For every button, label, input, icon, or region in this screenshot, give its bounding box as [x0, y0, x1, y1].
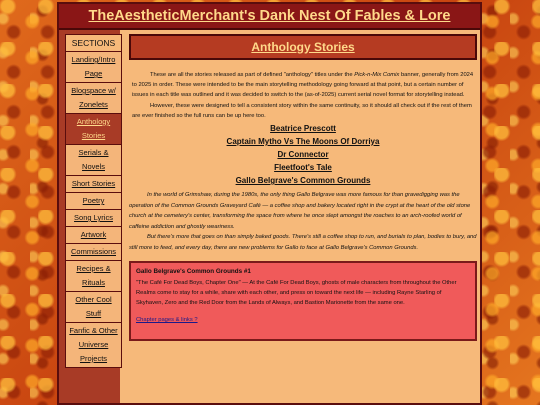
page-title[interactable]: Anthology Stories [251, 40, 355, 54]
sidebar-item-artwork[interactable]: Artwork [66, 227, 121, 244]
sidebar-item-recipes-rituals[interactable]: Recipes & Rituals [66, 261, 121, 292]
sidebar-item-fanfic-other-universe-projects[interactable]: Fanfic & Other Universe Projects [66, 323, 121, 367]
story-description-2: But there's more that goes on than simply baked goods. There's still a coffee shop to run, and burials to plan, bodies to bury, and still more to feed, and every day, there are new problems for Gallo to face at Gallo Belgrave's Common Grounds. [129, 234, 477, 251]
story-link-dr-connector[interactable]: Dr Connector [277, 150, 329, 159]
intro-italic: Pick-n-Mix Comix [354, 72, 400, 78]
story-link-fleetfoot[interactable]: Fleetfoot's Tale [274, 163, 332, 172]
intro-paragraph-2: However, these were designed to tell a consistent story within the same continuity, so it should all check out if the rest of them are ever finished so the full runs can be up here too. [132, 103, 472, 119]
sidebar-item-other-cool-stuff[interactable]: Other Cool Stuff [66, 292, 121, 323]
sections-heading: SECTIONS [66, 35, 121, 52]
story-list [129, 124, 477, 186]
chapter-box [129, 261, 477, 341]
chapter-summary: "The Café For Dead Boys, Chapter One" — At the Café For Dead Boys, ghosts of male characters from throughout the Other Realms come to stay for a while, share with each other, and press on toward the next life — including Rayne Starling of Skyhaven, Zero and the Red Door from the Lands of Always, and Bastion Marionette from the same one. [136, 280, 457, 306]
sidebar-item-poetry[interactable]: Poetry [66, 193, 121, 210]
story-description: In the world of Grimshaw, during the 1980s, the only thing Gallo Belgrave was more famous for than gravedigging was the operation of the Common Grounds Graveyard Café — a coffee shop and bakery located right in the crypt at the heart of the old stone church at the cemetery's center, transforming the space from where he once slept amongst the roaches to an arch-roofed world of caffeine addiction and ghostly weariness. [129, 192, 471, 230]
story-link-beatrice[interactable]: Beatrice Prescott [270, 124, 336, 133]
sidebar-item-serials-novels[interactable]: Serials & Novels [66, 145, 121, 176]
sidebar-item-short-stories[interactable]: Short Stories [66, 176, 121, 193]
sidebar-item-song-lyrics[interactable]: Song Lyrics [66, 210, 121, 227]
story-link-gallo[interactable]: Gallo Belgrave's Common Grounds [235, 176, 371, 185]
chapter-title: Gallo Belgrave's Common Grounds #1 [136, 268, 251, 275]
site-header [59, 4, 480, 30]
intro-text-1: These are all the stories released as part of defined "anthology" titles under the [150, 72, 355, 78]
sections-nav [65, 34, 122, 368]
story-link-captain-mytho[interactable]: Captain Mytho Vs The Moons Of Dorriya [226, 137, 380, 146]
intro-paragraph [129, 70, 477, 100]
sidebar-item-blogspace-w-zonelets[interactable]: Blogspace w/ Zonelets [66, 83, 121, 114]
page-frame [57, 2, 482, 405]
sidebar-item-anthology-stories[interactable]: Anthology Stories [66, 114, 121, 145]
page-title-box [129, 34, 477, 60]
sidebar-item-commissions[interactable]: Commissions [66, 244, 121, 261]
sidebar [59, 30, 120, 403]
intro-text-2: banner, generally from 2024 to 2025 in order. These were intended to be the main storytelling methodology going forward at that point, but a certain number of issues in each title was outlined and it was decided to switch to the (as-of-2025) current serial novel format for storytelling instead. [132, 72, 474, 98]
main-content [129, 34, 477, 403]
chapter-pages-link[interactable]: Chapter pages & links ? [136, 317, 198, 323]
sidebar-item-landing-intro-page[interactable]: Landing/Intro Page [66, 52, 121, 83]
site-title[interactable]: TheAestheticMerchant's Dank Nest Of Fables & Lore [88, 8, 451, 24]
